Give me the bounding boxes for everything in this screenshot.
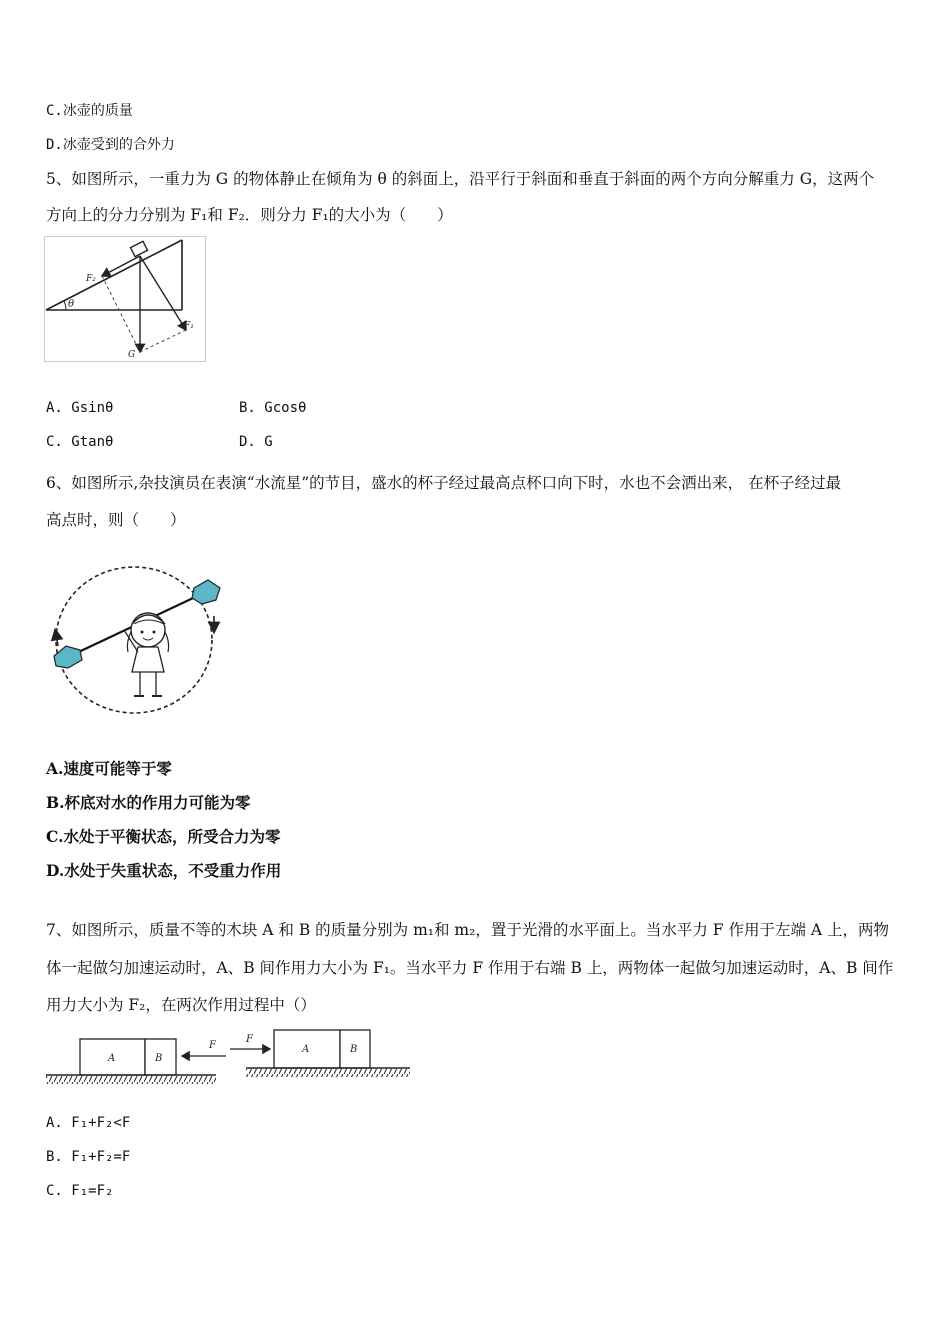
q6-option-d: D.水处于失重状态，不受重力作用 <box>46 861 282 880</box>
label-a-left: A <box>108 1053 116 1064</box>
q7-text-line2: 体一起做匀加速运动时，A、B 间作用力大小为 F₁。当水平力 F 作用于右端 B 上，两物体一起做匀加速运动时，A、B 间作 <box>46 959 894 977</box>
incline-force-diagram <box>44 236 208 364</box>
water-meteor-figure <box>48 560 226 718</box>
q7-option-c: C. F₁=F₂ <box>46 1183 114 1199</box>
q4-option-d: D.冰壶受到的合外力 <box>46 137 175 153</box>
q6-text-line2: 高点时，则（ ） <box>46 511 186 529</box>
q6-text-line1: 6、如图所示,杂技演员在表演“水流星”的节目，盛水的杯子经过最高点杯口向下时，水也不会洒出来， 在杯子经过最 <box>46 474 842 492</box>
blocks-figure <box>44 1026 414 1086</box>
q7-option-a: A. F₁+F₂<F <box>46 1115 131 1131</box>
label-b-left: B <box>155 1053 163 1064</box>
q4-option-c: C.冰壶的质量 <box>46 103 133 119</box>
q5-text-line1: 5、如图所示，一重力为 G 的物体静止在倾角为 θ 的斜面上，沿平行于斜面和垂直于斜面的两个方向分解重力 G，这两个 <box>46 170 875 188</box>
q7-text-line1: 7、如图所示，质量不等的木块 A 和 B 的质量分别为 m₁和 m₂，置于光滑的水平面上。当水平力 F 作用于左端 A 上，两物 <box>46 921 889 939</box>
q5-option-d: D. G <box>239 434 273 450</box>
q7-option-b: B. F₁+F₂=F <box>46 1149 131 1165</box>
label-theta: θ <box>68 299 75 310</box>
q6-option-c: C.水处于平衡状态，所受合力为零 <box>46 827 281 846</box>
q5-option-c: C. Gtanθ <box>46 434 114 450</box>
q6-option-a: A.速度可能等于零 <box>46 759 172 778</box>
label-f1: F₁ <box>184 321 194 331</box>
q6-option-b: B.杯底对水的作用力可能为零 <box>46 793 251 812</box>
label-g: G <box>128 350 136 360</box>
label-f2: F₂ <box>86 274 96 284</box>
label-f-left: F <box>209 1040 216 1051</box>
q7-text-line3: 用力大小为 F₂，在两次作用过程中（） <box>46 996 316 1014</box>
label-b-right: B <box>350 1044 358 1055</box>
q5-text-line2: 方向上的分力分别为 F₁和 F₂．则分力 F₁的大小为（ ） <box>46 206 453 224</box>
label-a-right: A <box>302 1044 310 1055</box>
label-f-right: F <box>246 1034 253 1045</box>
q5-option-b: B. Gcosθ <box>239 400 307 416</box>
q5-option-a: A. Gsinθ <box>46 400 114 416</box>
